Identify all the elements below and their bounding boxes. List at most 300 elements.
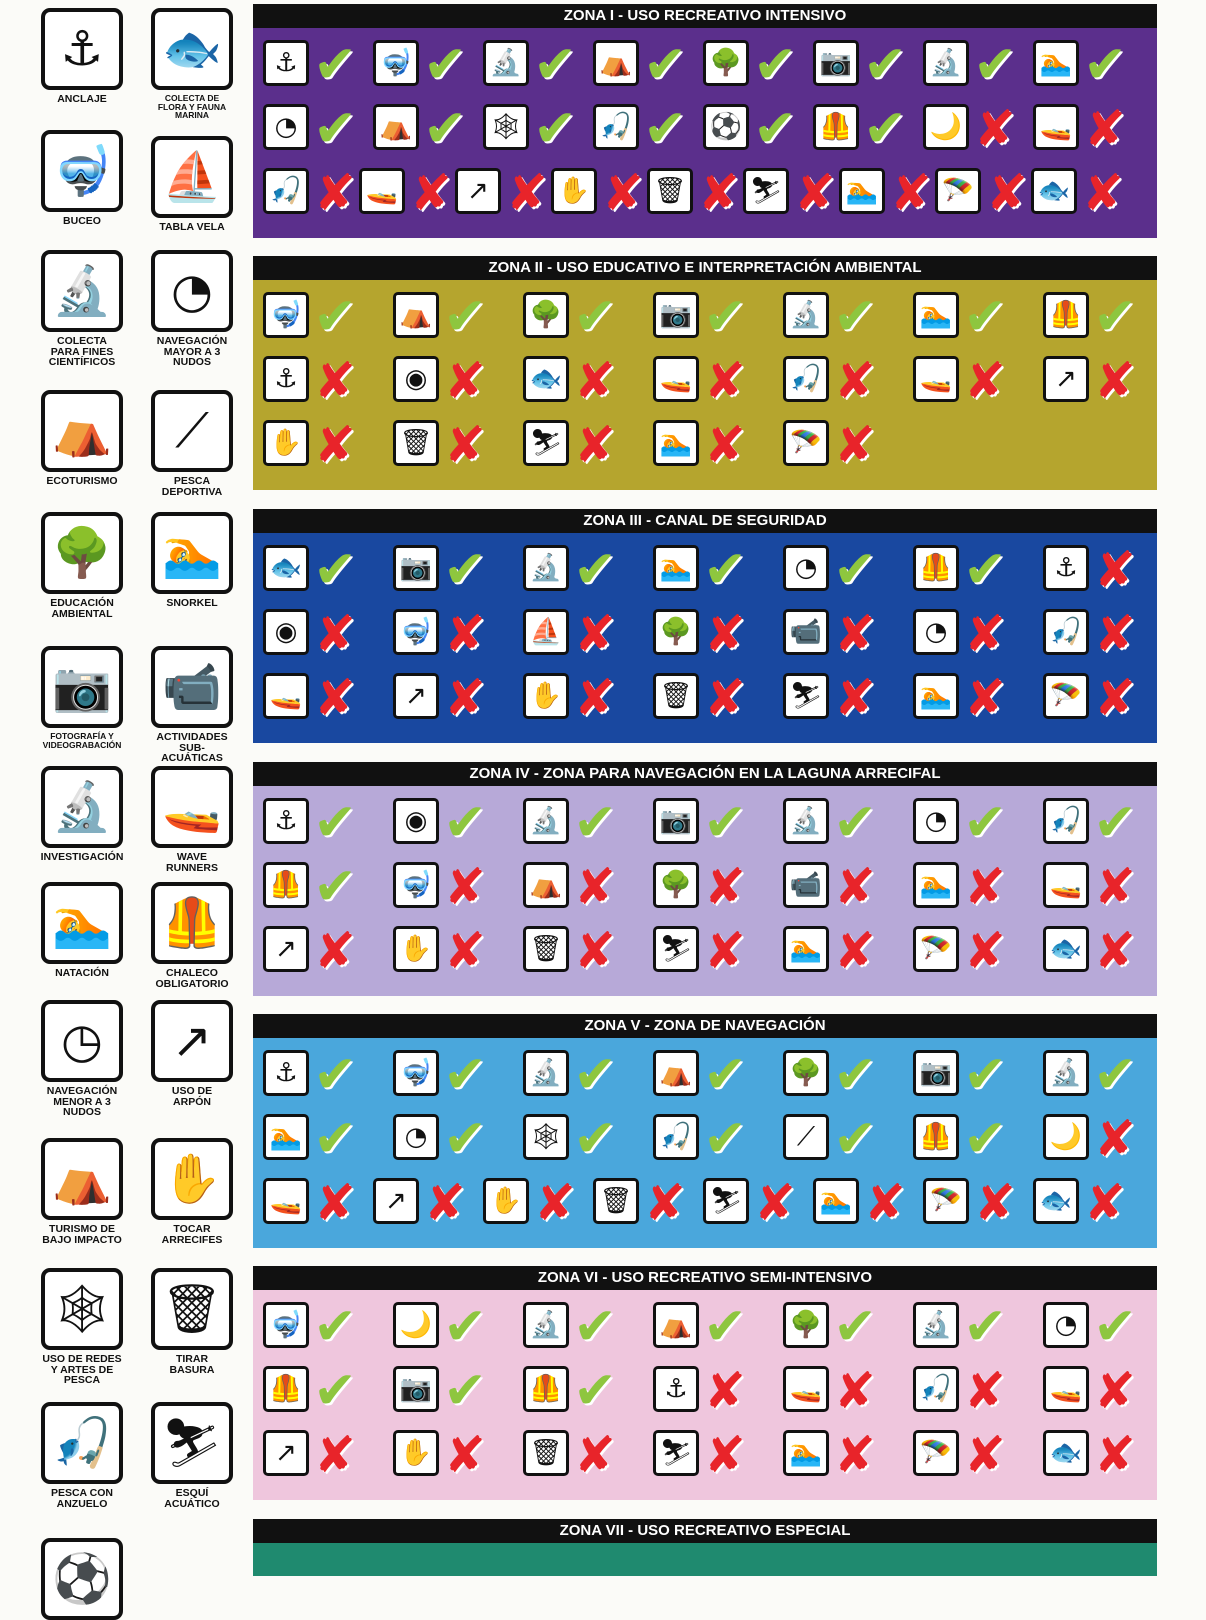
activity-ski-icon: ⛷ [783,673,829,719]
allowed-check-icon: ✔ [533,99,577,159]
forbidden-x-icon: ✘ [974,1174,1016,1232]
tent-low-icon: ⛺ [41,1138,123,1220]
legend-item-colecta-cientifica [30,250,134,368]
allowed-check-icon: ✔ [703,1109,747,1169]
activity-permiso-icon: ◉ [393,798,439,844]
activity-night-icon: 🌙 [923,104,969,150]
zone-rule [777,1297,901,1357]
allowed-check-icon: ✔ [313,99,357,159]
activity-book-icon: 🌳 [783,1302,829,1348]
allowed-check-icon: ✔ [1093,1045,1137,1105]
zone-body [253,1038,1157,1248]
forbidden-x-icon: ✘ [704,669,746,727]
zone-rule [477,35,601,95]
allowed-check-icon: ✔ [533,35,577,95]
forbidden-x-icon: ✘ [574,605,616,663]
activity-chaleco-icon: 🦺 [813,104,859,150]
forbidden-x-icon: ✘ [794,164,836,222]
zone-rule [257,1426,381,1482]
activity-collect-icon: 🐟 [1043,926,1089,972]
forbidden-x-icon: ✘ [1094,669,1136,727]
activity-parasail-icon: 🪂 [1043,673,1089,719]
forbidden-x-icon: ✘ [704,1426,746,1484]
forbidden-x-icon: ✘ [444,922,486,980]
zone-rule [1037,1110,1157,1166]
zone-rule [907,1045,1031,1105]
activity-ski-icon: ⛷ [523,420,569,466]
activity-swimmer-icon: 🏊 [913,862,959,908]
activity-jetski-icon: 🚤 [263,1178,309,1224]
activity-chaleco-icon: 🦺 [523,1366,569,1412]
activity-parasail-icon: 🪂 [923,1178,969,1224]
diver-icon: 🤿 [41,130,123,212]
zone-rule [367,1174,491,1230]
legend-label: PESCA CON ANZUELO [50,1487,114,1510]
fishing-rod-icon: ⟋ [151,390,233,472]
activity-book-icon: 🌳 [783,1050,829,1096]
allowed-check-icon: ✔ [313,1361,357,1421]
activity-camera-icon: 📷 [393,1366,439,1412]
speed-gauge-icon: ◔ [151,250,233,332]
activity-permiso-icon: ◉ [263,609,309,655]
forbidden-x-icon: ✘ [314,669,356,727]
zone-rule [647,540,771,600]
activity-collect-icon: 🐟 [1043,1430,1089,1476]
activity-reef-icon: ✋ [483,1178,529,1224]
zone-title: ZONA IV - ZONA PARA NAVEGACIÓN EN LA LAGUNA ARRECIFAL [253,762,1157,786]
allowed-check-icon: ✔ [1093,793,1137,853]
zone-rule [477,99,601,159]
zone-title: ZONA I - USO RECREATIVO INTENSIVO [253,4,1157,28]
activity-science-icon: 🔬 [523,1050,569,1096]
zone-rule [257,287,381,347]
activity-gauge-icon: ◔ [393,1114,439,1160]
science-collect-icon: 🔬 [41,250,123,332]
allowed-check-icon: ✔ [573,1297,617,1357]
zone-rule [387,416,511,472]
activity-book-icon: 🌳 [523,292,569,338]
allowed-check-icon: ✔ [963,287,1007,347]
activity-book-icon: 🌳 [653,609,699,655]
forbidden-x-icon: ✘ [410,164,452,222]
zone-rule [777,1362,901,1418]
legend-label: COLECTA PARA FINES CIENTÍFICOS [48,335,116,368]
zone-panel [253,4,1157,240]
snorkel-icon: 🏊 [151,512,233,594]
book-tree-icon: 🌳 [41,512,123,594]
legend-item-buceo [30,130,134,227]
activity-reef-icon: ✋ [393,1430,439,1476]
activity-trash-icon: 🗑 [393,420,439,466]
activity-anchor-icon: ⚓ [263,798,309,844]
hook-icon: 🎣 [41,1402,123,1484]
allowed-check-icon: ✔ [833,287,877,347]
activity-trash-icon: 🗑 [593,1178,639,1224]
allowed-check-icon: ✔ [703,793,747,853]
zone-rule [697,99,821,159]
forbidden-x-icon: ✘ [314,164,356,222]
legend-label: COLECTA DE FLORA Y FAUNA MARINA [157,93,227,120]
forbidden-x-icon: ✘ [444,352,486,410]
legend-label: NAVEGACIÓN MENOR A 3 NUDOS [46,1085,118,1118]
activity-science-icon: 🔬 [523,798,569,844]
zone-rule [647,605,771,661]
legend-label: EDUCACIÓN AMBIENTAL [50,597,114,620]
zone-rule [777,287,901,347]
forbidden-x-icon: ✘ [1094,605,1136,663]
forbidden-x-icon: ✘ [834,669,876,727]
legend-item-nav-mayor [140,250,244,368]
allowed-check-icon: ✔ [313,287,357,347]
activity-tent-icon: ⛺ [523,862,569,908]
legend-item-tocar-arrecifes [140,1138,244,1245]
allowed-check-icon: ✔ [313,1109,357,1169]
zone-rule [587,99,711,159]
activity-boat-icon: 🚤 [783,1366,829,1412]
allowed-check-icon: ✔ [833,1109,877,1169]
forbidden-x-icon: ✘ [834,858,876,916]
zone-rule [367,35,491,95]
forbidden-x-icon: ✘ [506,164,548,222]
forbidden-x-icon: ✘ [314,1174,356,1232]
waterski-icon: ⛷ [151,1402,233,1484]
forbidden-x-icon: ✘ [986,164,1028,222]
zone-rule [907,1109,1031,1169]
allowed-check-icon: ✔ [973,35,1017,95]
zone-rule [907,1297,1031,1357]
allowed-check-icon: ✔ [643,99,687,159]
activity-snorkel-icon: 🏊 [839,168,885,214]
activity-rod-icon: ⟋ [783,1114,829,1160]
activity-science-icon: 🔬 [483,40,529,86]
zone-rule [777,605,901,661]
activity-microscope-icon: 🔬 [783,292,829,338]
zone-rule [777,1109,901,1169]
zone-rule [517,858,641,914]
legend-label: CHALECO OBLIGATORIO [155,967,229,990]
trash-drop-icon: 🗑 [151,1268,233,1350]
activity-microscope-icon: 🔬 [1043,1050,1089,1096]
legend-label: USO DE REDES Y ARTES DE PESCA [42,1353,122,1386]
swimmer-icon: 🏊 [41,882,123,964]
zone-rule [257,857,381,917]
zone-rule [907,793,1031,853]
activity-hook-icon: 🎣 [593,104,639,150]
camera-icon: 📷 [41,646,123,728]
activity-net-icon: 🕸 [523,1114,569,1160]
allowed-check-icon: ✔ [573,793,617,853]
activity-hook-icon: 🎣 [1043,798,1089,844]
zone-rule [387,287,511,347]
forbidden-x-icon: ✘ [834,416,876,474]
legend-item-colecta-flora [140,8,244,120]
activity-microscope-icon: 🔬 [783,798,829,844]
zone-rule [647,669,771,725]
zone-rule [517,1426,641,1482]
zone-rule [1025,164,1149,220]
activity-parasail-icon: 🪂 [783,420,829,466]
forbidden-x-icon: ✘ [444,605,486,663]
allowed-check-icon: ✔ [1093,1297,1137,1357]
activity-diver-icon: 🤿 [263,1302,309,1348]
legend-item-redes [30,1268,134,1386]
activity-net-icon: 🕸 [483,104,529,150]
activity-ski-icon: ⛷ [653,1430,699,1476]
allowed-check-icon: ✔ [753,99,797,159]
activity-reef-icon: ✋ [551,168,597,214]
forbidden-x-icon: ✘ [1082,164,1124,222]
zone-rule [257,922,381,978]
activity-windsurf-icon: ⛵ [523,609,569,655]
zone-rule [387,1361,511,1421]
forbidden-x-icon: ✘ [602,164,644,222]
activity-swimmer-icon: 🏊 [653,545,699,591]
zone-rule [517,1361,641,1421]
activity-tentlow-icon: ⛺ [393,292,439,338]
activity-swimmer-icon: 🏊 [1033,40,1079,86]
activity-camera-icon: 📷 [913,1050,959,1096]
activity-subcam-icon: 📹 [783,609,829,655]
allowed-check-icon: ✔ [963,540,1007,600]
zone-title: ZONA III - CANAL DE SEGURIDAD [253,509,1157,533]
activity-gauge-icon: ◔ [263,104,309,150]
allowed-check-icon: ✔ [573,540,617,600]
zone-title: ZONA V - ZONA DE NAVEGACIÓN [253,1014,1157,1038]
activity-jetski-icon: 🚤 [359,168,405,214]
allowed-check-icon: ✔ [313,793,357,853]
forbidden-x-icon: ✘ [444,858,486,916]
forbidden-x-icon: ✘ [574,922,616,980]
zone-rule [587,35,711,95]
allowed-check-icon: ✔ [443,793,487,853]
legend-item-anclaje [30,8,134,105]
zone-rule [777,922,901,978]
zone-rule [387,793,511,853]
zone-rule [387,1109,511,1169]
activity-tentlow-icon: ⛺ [373,104,419,150]
allowed-check-icon: ✔ [753,35,797,95]
legend-label: INVESTIGACIÓN [40,851,124,863]
activity-parasail-icon: 🪂 [935,168,981,214]
activity-hook-icon: 🎣 [1043,609,1089,655]
activity-chaleco-icon: 🦺 [913,545,959,591]
zone-rule [587,1174,711,1230]
zone-body [253,786,1157,996]
allowed-check-icon: ✔ [443,1109,487,1169]
hand-reef-icon: ✋ [151,1138,233,1220]
forbidden-x-icon: ✘ [834,922,876,980]
forbidden-x-icon: ✘ [1094,922,1136,980]
zone-rule [517,540,641,600]
activity-hook-icon: 🎣 [783,356,829,402]
zone-rule [387,858,511,914]
activity-snorkel-icon: 🏊 [653,420,699,466]
forbidden-x-icon: ✘ [964,352,1006,410]
activity-ski-icon: ⛷ [703,1178,749,1224]
zone-panel [253,1014,1157,1250]
legend-label: NAVEGACIÓN MAYOR A 3 NUDOS [156,335,228,368]
activity-diver-icon: 🤿 [263,292,309,338]
allowed-check-icon: ✔ [313,857,357,917]
zone-rule [517,352,641,408]
activity-anchor-icon: ⚓ [653,1366,699,1412]
zone-body [253,1543,1157,1576]
zone-rule [387,1045,511,1105]
activity-boat-icon: 🚤 [1033,104,1079,150]
forbidden-x-icon: ✘ [574,1426,616,1484]
zone-rule [647,1297,771,1357]
zone-rule [257,416,381,472]
forbidden-x-icon: ✘ [704,352,746,410]
forbidden-x-icon: ✘ [864,1174,906,1232]
forbidden-x-icon: ✘ [444,669,486,727]
zone-rule [1037,669,1157,725]
legend-item-turismo-bajo [30,1138,134,1245]
zone-body [253,1290,1157,1500]
legend-item-ecoturismo [30,390,134,487]
forbidden-x-icon: ✘ [1094,858,1136,916]
activity-reef-icon: ✋ [393,926,439,972]
activity-hook-icon: 🎣 [263,168,309,214]
activity-trash-icon: 🗑 [523,1430,569,1476]
net-icon: 🕸 [41,1268,123,1350]
allowed-check-icon: ✔ [443,540,487,600]
zone-rule [697,1174,821,1230]
activity-jetski-icon: 🚤 [1043,1366,1089,1412]
zone-rule [777,540,901,600]
zone-rule [1037,352,1157,408]
allowed-check-icon: ✔ [833,1045,877,1105]
zone-title: ZONA VII - USO RECREATIVO ESPECIAL [253,1519,1157,1543]
forbidden-x-icon: ✘ [698,164,740,222]
zone-rule [777,669,901,725]
zone-rule [647,922,771,978]
zone-panel [253,256,1157,492]
activity-camera-icon: 📷 [653,292,699,338]
activity-diver-icon: 🤿 [393,862,439,908]
activity-anchor-icon: ⚓ [263,1050,309,1096]
allowed-check-icon: ✔ [833,540,877,600]
forbidden-x-icon: ✘ [754,1174,796,1232]
zone-rule [257,540,381,600]
legend-item-arpon [140,1000,244,1107]
forbidden-x-icon: ✘ [1084,1174,1126,1232]
activity-jetski-icon: 🚤 [913,356,959,402]
legend-item-futbol [30,1538,134,1620]
legend-label: ESQUÍ ACUÁTICO [164,1487,220,1510]
zone-rule [1037,1045,1157,1105]
activity-chaleco-icon: 🦺 [263,862,309,908]
zone-rule [387,1297,511,1357]
microscope-icon: 🔬 [41,766,123,848]
zone-rule [777,793,901,853]
zone-rule [1037,605,1157,661]
zone-rule [647,287,771,347]
forbidden-x-icon: ✘ [574,858,616,916]
forbidden-x-icon: ✘ [534,1174,576,1232]
allowed-check-icon: ✔ [863,35,907,95]
activity-camera-icon: 📷 [813,40,859,86]
allowed-check-icon: ✔ [863,99,907,159]
legend-label: FOTOGRAFÍA Y VIDEOGRABACIÓN [42,731,122,750]
allowed-check-icon: ✔ [1093,287,1137,347]
life-vest-icon: 🦺 [151,882,233,964]
activity-gauge-icon: ◔ [913,798,959,844]
zone-rule [647,352,771,408]
slow-gauge-icon: ◷ [41,1000,123,1082]
zone-rule [907,352,1031,408]
forbidden-x-icon: ✘ [314,352,356,410]
forbidden-x-icon: ✘ [890,164,932,222]
activity-tent-icon: ⛺ [653,1302,699,1348]
zone-rule [907,1362,1031,1418]
activity-tent-icon: ⛺ [593,40,639,86]
activity-anchor-icon: ⚓ [1043,545,1089,591]
legend-item-pesca-deportiva [140,390,244,497]
forbidden-x-icon: ✘ [964,1362,1006,1420]
forbidden-x-icon: ✘ [444,416,486,474]
zone-rule [257,1174,381,1230]
forbidden-x-icon: ✘ [704,922,746,980]
zone-rule [517,1109,641,1169]
zone-rule [907,1426,1031,1482]
activity-hook-icon: 🎣 [653,1114,699,1160]
zone-body [253,533,1157,743]
allowed-check-icon: ✔ [703,1297,747,1357]
zone-rule [257,35,381,95]
zone-rule [1027,1174,1151,1230]
forbidden-x-icon: ✘ [704,416,746,474]
forbidden-x-icon: ✘ [704,858,746,916]
forbidden-x-icon: ✘ [314,922,356,980]
soccer-ball-icon: ⚽ [41,1538,123,1620]
zone-rule [517,287,641,347]
allowed-check-icon: ✔ [963,1045,1007,1105]
zone-body [253,280,1157,490]
zone-rule [257,1045,381,1105]
activity-soccer-icon: ⚽ [703,104,749,150]
legend-label: NATACIÓN [55,967,109,979]
zone-rule [387,1426,511,1482]
zone-rule [647,416,771,472]
zone-rule [907,922,1031,978]
forbidden-x-icon: ✘ [704,1362,746,1420]
activity-night-icon: 🌙 [393,1302,439,1348]
allowed-check-icon: ✔ [963,1297,1007,1357]
activity-harpoon-icon: ↗ [373,1178,419,1224]
activity-diver-icon: 🤿 [393,1050,439,1096]
zone-rule [367,99,491,159]
zone-rule [517,669,641,725]
zone-rule [517,922,641,978]
fish-collect-icon: 🐟 [151,8,233,90]
zone-rule [917,100,1041,156]
activity-ski-icon: ⛷ [653,926,699,972]
allowed-check-icon: ✔ [443,1361,487,1421]
activity-subcam-icon: 📹 [783,862,829,908]
activity-tent-icon: ⛺ [653,1050,699,1096]
activity-camera-icon: 📷 [393,545,439,591]
forbidden-x-icon: ✘ [1094,352,1136,410]
allowed-check-icon: ✔ [313,540,357,600]
allowed-check-icon: ✔ [643,35,687,95]
zone-rule [777,352,901,408]
harpoon-icon: ↗ [151,1000,233,1082]
activity-science-icon: 🔬 [523,1302,569,1348]
activity-hook-icon: 🎣 [913,1366,959,1412]
legend-label: ANCLAJE [57,93,107,105]
allowed-check-icon: ✔ [573,287,617,347]
